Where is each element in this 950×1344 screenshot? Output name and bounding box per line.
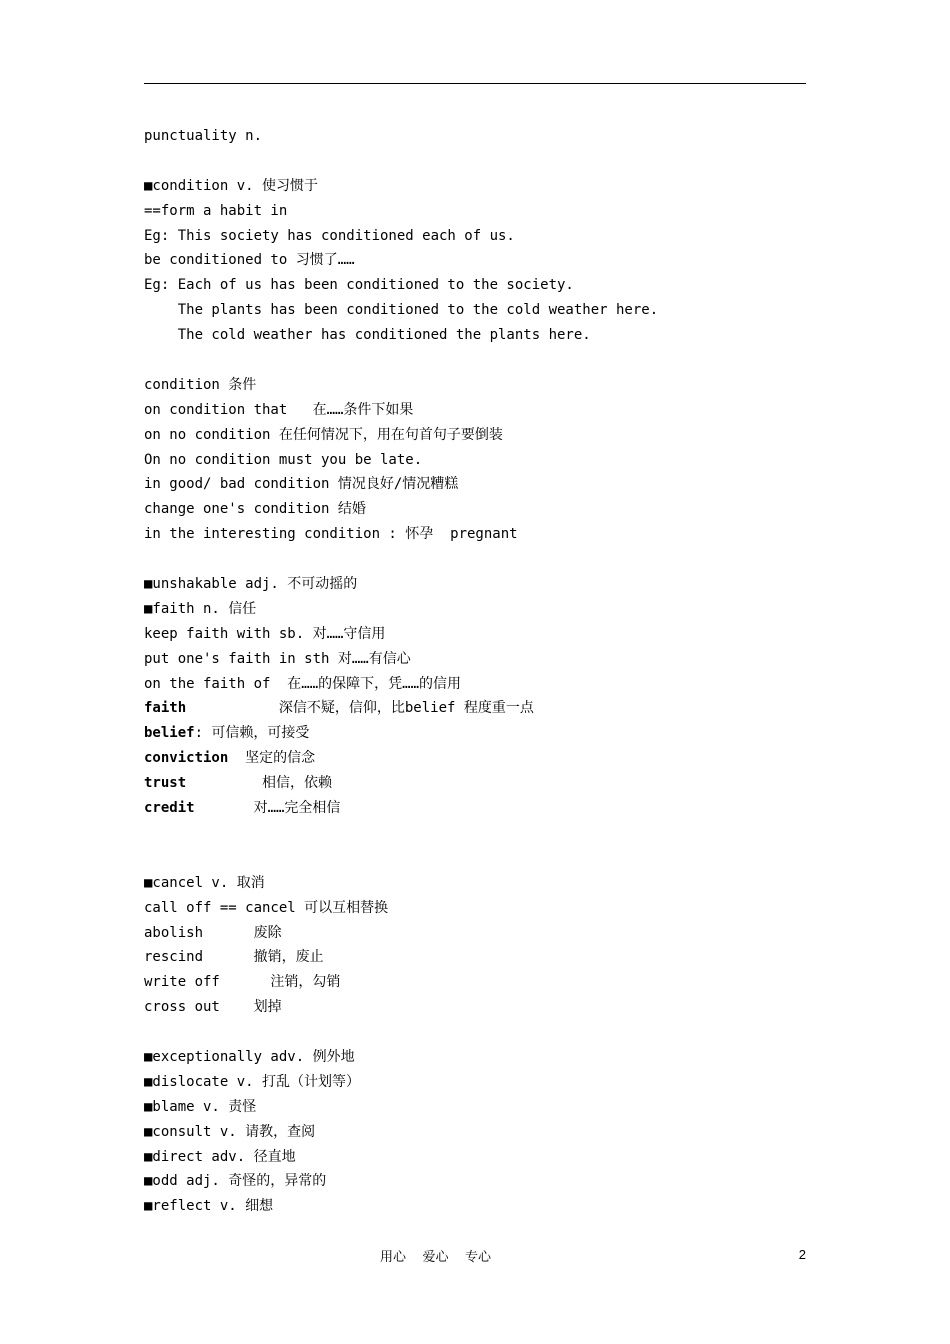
text-line: ■condition v. 使习惯于 [144, 177, 319, 194]
text-line: condition 条件 [144, 376, 257, 393]
text-line: The plants has been conditioned to the cold weather here. [144, 302, 659, 319]
text-line: on the faith of 在……的保障下，凭……的信用 [144, 675, 462, 692]
text-line: ■odd adj. 奇怪的，异常的 [144, 1173, 327, 1190]
text-line: write off 注销，勾销 [144, 974, 341, 991]
term-definition: 相信，依赖 [186, 775, 333, 792]
text-line: ■reflect v. 细想 [144, 1198, 274, 1215]
term-definition: 对……完全相信 [194, 800, 341, 817]
text-line: ■unshakable adj. 不可动摇的 [144, 576, 358, 593]
bold-term: trust [144, 775, 187, 792]
text-line [144, 746, 806, 771]
term-definition: 坚定的信念 [228, 750, 316, 767]
text-line: call off == cancel 可以互相替换 [144, 899, 389, 916]
text-line: punctuality n. [144, 128, 263, 144]
bold-term: faith [144, 700, 187, 717]
document-body [144, 124, 806, 1219]
text-line: cross out 划掉 [144, 999, 282, 1016]
text-line: in the interesting condition : 怀孕 pregnant [144, 526, 518, 543]
term-definition: 深信不疑，信仰，比belief 程度重一点 [186, 700, 534, 717]
text-line: be conditioned to 习惯了…… [144, 252, 355, 269]
text-line: on condition that 在……条件下如果 [144, 401, 414, 418]
text-line [144, 547, 806, 572]
bold-term: credit [144, 800, 195, 817]
text-line: change one's condition 结婚 [144, 501, 366, 518]
text-line: On no condition must you be late. [144, 451, 423, 468]
text-line [144, 1020, 806, 1045]
page-number: 2 [798, 1247, 806, 1262]
text-line: on no condition 在任何情况下，用在句首句子要倒装 [144, 426, 503, 443]
text-line: ■exceptionally adv. 例外地 [144, 1048, 355, 1065]
text-line: ■blame v. 责怪 [144, 1098, 257, 1115]
text-line: ■consult v. 请教，查阅 [144, 1123, 316, 1140]
text-line: in good/ bad condition 情况良好/情况糟糕 [144, 476, 459, 493]
text-line: Eg: Each of us has been conditioned to the society. [144, 277, 574, 294]
text-line: keep faith with sb. 对……守信用 [144, 625, 386, 642]
header-rule [144, 83, 806, 84]
text-line [144, 348, 806, 373]
text-line: ■dislocate v. 打乱（计划等） [144, 1073, 361, 1090]
bold-term: conviction [144, 750, 229, 767]
text-line: rescind 撤销，废止 [144, 949, 324, 966]
bold-term: belief [144, 725, 195, 742]
text-line [144, 771, 806, 796]
text-line: ==form a habit in [144, 202, 288, 219]
term-definition: : 可信赖，可接受 [194, 725, 310, 742]
text-line: ■direct adv. 径直地 [144, 1148, 296, 1165]
text-line: put one's faith in sth 对……有信心 [144, 650, 411, 667]
text-line [144, 149, 806, 174]
text-line [144, 846, 806, 871]
text-line [144, 796, 806, 821]
text-line [144, 696, 806, 721]
text-line [144, 821, 806, 846]
text-line [144, 721, 806, 746]
text-line: Eg: This society has conditioned each of us. [144, 227, 515, 244]
text-line: ■cancel v. 取消 [144, 874, 265, 891]
footer-motto: 用心 爱心 专心 [380, 1250, 492, 1265]
text-line: The cold weather has conditioned the plants here. [144, 327, 591, 344]
text-line: ■faith n. 信任 [144, 600, 257, 617]
text-line: abolish 废除 [144, 924, 282, 941]
